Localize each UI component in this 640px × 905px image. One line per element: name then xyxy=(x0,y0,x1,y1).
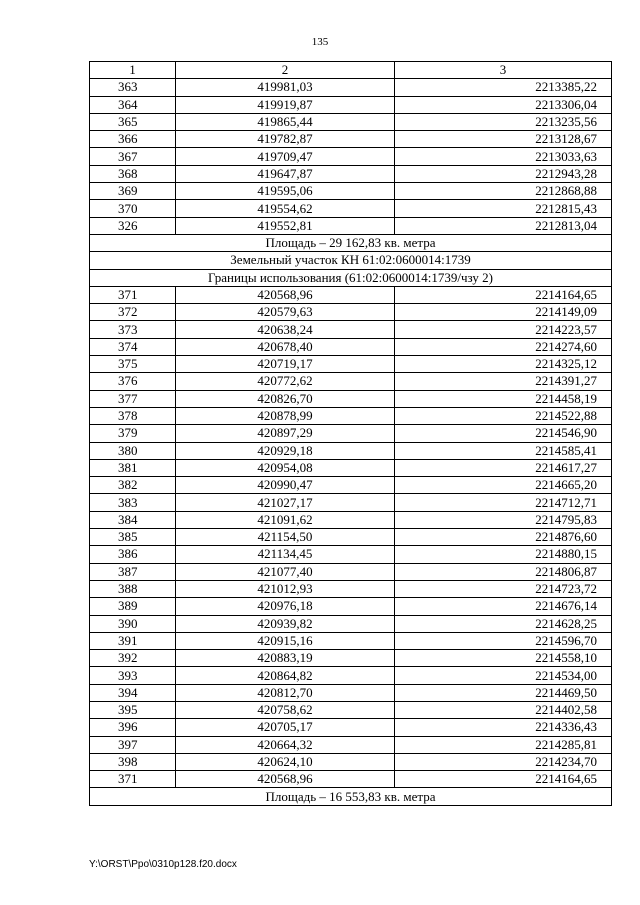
x-coordinate-cell: 421077,40 xyxy=(176,563,395,580)
x-coordinate-cell: 420826,70 xyxy=(176,390,395,407)
point-number-cell: 366 xyxy=(90,131,176,148)
y-coordinate-cell: 2214149,09 xyxy=(395,304,612,321)
x-coordinate-cell: 421027,17 xyxy=(176,494,395,511)
table-row xyxy=(90,459,612,476)
x-coordinate-cell: 419595,06 xyxy=(176,183,395,200)
area-summary: Площадь – 16 553,83 кв. метра xyxy=(90,788,612,805)
table-row xyxy=(90,477,612,494)
y-coordinate-cell: 2214164,65 xyxy=(395,771,612,788)
table-row xyxy=(90,356,612,373)
point-number-cell: 397 xyxy=(90,736,176,753)
table-row xyxy=(90,684,612,701)
table-row xyxy=(90,96,612,113)
point-number-cell: 388 xyxy=(90,580,176,597)
land-plot-title-row xyxy=(90,252,612,269)
point-number-cell: 391 xyxy=(90,632,176,649)
x-coordinate-cell: 419865,44 xyxy=(176,113,395,130)
y-coordinate-cell: 2212868,88 xyxy=(395,183,612,200)
y-coordinate-cell: 2213033,63 xyxy=(395,148,612,165)
table-row xyxy=(90,494,612,511)
x-coordinate-cell: 419647,87 xyxy=(176,165,395,182)
table-row xyxy=(90,373,612,390)
x-coordinate-cell: 420897,29 xyxy=(176,425,395,442)
x-coordinate-cell: 420705,17 xyxy=(176,719,395,736)
y-coordinate-cell: 2214522,88 xyxy=(395,407,612,424)
y-coordinate-cell: 2214164,65 xyxy=(395,286,612,303)
point-number-cell: 380 xyxy=(90,442,176,459)
y-coordinate-cell: 2214628,25 xyxy=(395,615,612,632)
point-number-cell: 385 xyxy=(90,529,176,546)
x-coordinate-cell: 420678,40 xyxy=(176,338,395,355)
point-number-cell: 384 xyxy=(90,511,176,528)
header-col-2: 2 xyxy=(176,62,395,79)
point-number-cell: 370 xyxy=(90,200,176,217)
y-coordinate-cell: 2214325,12 xyxy=(395,356,612,373)
y-coordinate-cell: 2214806,87 xyxy=(395,563,612,580)
y-coordinate-cell: 2213385,22 xyxy=(395,79,612,96)
point-number-cell: 363 xyxy=(90,79,176,96)
point-number-cell: 374 xyxy=(90,338,176,355)
y-coordinate-cell: 2214712,71 xyxy=(395,494,612,511)
x-coordinate-cell: 419709,47 xyxy=(176,148,395,165)
y-coordinate-cell: 2214795,83 xyxy=(395,511,612,528)
table-row xyxy=(90,338,612,355)
table-row xyxy=(90,563,612,580)
table-row xyxy=(90,667,612,684)
table-row xyxy=(90,719,612,736)
x-coordinate-cell: 421154,50 xyxy=(176,529,395,546)
x-coordinate-cell: 420664,32 xyxy=(176,736,395,753)
x-coordinate-cell: 420758,62 xyxy=(176,701,395,718)
y-coordinate-cell: 2214880,15 xyxy=(395,546,612,563)
x-coordinate-cell: 420638,24 xyxy=(176,321,395,338)
point-number-cell: 371 xyxy=(90,771,176,788)
table-row xyxy=(90,407,612,424)
y-coordinate-cell: 2213306,04 xyxy=(395,96,612,113)
table-row xyxy=(90,736,612,753)
point-number-cell: 371 xyxy=(90,286,176,303)
y-coordinate-cell: 2214665,20 xyxy=(395,477,612,494)
point-number-cell: 326 xyxy=(90,217,176,234)
table-row xyxy=(90,598,612,615)
point-number-cell: 387 xyxy=(90,563,176,580)
point-number-cell: 393 xyxy=(90,667,176,684)
point-number-cell: 375 xyxy=(90,356,176,373)
x-coordinate-cell: 420929,18 xyxy=(176,442,395,459)
y-coordinate-cell: 2214676,14 xyxy=(395,598,612,615)
y-coordinate-cell: 2214285,81 xyxy=(395,736,612,753)
boundary-title-row xyxy=(90,269,612,286)
table-row xyxy=(90,113,612,130)
x-coordinate-cell: 419981,03 xyxy=(176,79,395,96)
point-number-cell: 383 xyxy=(90,494,176,511)
y-coordinate-cell: 2214469,50 xyxy=(395,684,612,701)
x-coordinate-cell: 420864,82 xyxy=(176,667,395,684)
y-coordinate-cell: 2214458,19 xyxy=(395,390,612,407)
y-coordinate-cell: 2214223,57 xyxy=(395,321,612,338)
table-row xyxy=(90,321,612,338)
y-coordinate-cell: 2214546,90 xyxy=(395,425,612,442)
point-number-cell: 389 xyxy=(90,598,176,615)
header-col-1: 1 xyxy=(90,62,176,79)
point-number-cell: 373 xyxy=(90,321,176,338)
x-coordinate-cell: 421091,62 xyxy=(176,511,395,528)
table-row xyxy=(90,632,612,649)
point-number-cell: 369 xyxy=(90,183,176,200)
table-row xyxy=(90,529,612,546)
point-number-cell: 398 xyxy=(90,753,176,770)
table-row xyxy=(90,390,612,407)
coordinates-table-body xyxy=(90,62,612,806)
table-row xyxy=(90,442,612,459)
table-row xyxy=(90,200,612,217)
point-number-cell: 394 xyxy=(90,684,176,701)
point-number-cell: 377 xyxy=(90,390,176,407)
y-coordinate-cell: 2214723,72 xyxy=(395,580,612,597)
point-number-cell: 365 xyxy=(90,113,176,130)
table-row xyxy=(90,79,612,96)
table-row xyxy=(90,771,612,788)
y-coordinate-cell: 2214234,70 xyxy=(395,753,612,770)
point-number-cell: 395 xyxy=(90,701,176,718)
x-coordinate-cell: 419554,62 xyxy=(176,200,395,217)
page-number: 135 xyxy=(311,36,329,48)
x-coordinate-cell: 420939,82 xyxy=(176,615,395,632)
y-coordinate-cell: 2213128,67 xyxy=(395,131,612,148)
y-coordinate-cell: 2214402,58 xyxy=(395,701,612,718)
table-row xyxy=(90,425,612,442)
x-coordinate-cell: 420990,47 xyxy=(176,477,395,494)
area-summary: Площадь – 29 162,83 кв. метра xyxy=(90,234,612,251)
point-number-cell: 376 xyxy=(90,373,176,390)
table-row xyxy=(90,650,612,667)
y-coordinate-cell: 2213235,56 xyxy=(395,113,612,130)
y-coordinate-cell: 2214558,10 xyxy=(395,650,612,667)
table-row xyxy=(90,217,612,234)
table-row xyxy=(90,148,612,165)
x-coordinate-cell: 420954,08 xyxy=(176,459,395,476)
x-coordinate-cell: 421012,93 xyxy=(176,580,395,597)
y-coordinate-cell: 2214336,43 xyxy=(395,719,612,736)
x-coordinate-cell: 420883,19 xyxy=(176,650,395,667)
table-row xyxy=(90,511,612,528)
x-coordinate-cell: 420915,16 xyxy=(176,632,395,649)
coordinates-table xyxy=(89,61,612,806)
point-number-cell: 379 xyxy=(90,425,176,442)
x-coordinate-cell: 420719,17 xyxy=(176,356,395,373)
point-number-cell: 392 xyxy=(90,650,176,667)
table-row xyxy=(90,131,612,148)
table-row xyxy=(90,753,612,770)
table-row xyxy=(90,615,612,632)
table-row xyxy=(90,165,612,182)
point-number-cell: 372 xyxy=(90,304,176,321)
area-summary-row xyxy=(90,788,612,805)
land-plot-title: Земельный участок КН 61:02:0600014:1739 xyxy=(90,252,612,269)
boundary-title: Границы использования (61:02:0600014:1739/чзу 2) xyxy=(90,269,612,286)
point-number-cell: 390 xyxy=(90,615,176,632)
x-coordinate-cell: 420976,18 xyxy=(176,598,395,615)
point-number-cell: 382 xyxy=(90,477,176,494)
y-coordinate-cell: 2214534,00 xyxy=(395,667,612,684)
y-coordinate-cell: 2214391,27 xyxy=(395,373,612,390)
header-col-3: 3 xyxy=(395,62,612,79)
x-coordinate-cell: 420812,70 xyxy=(176,684,395,701)
y-coordinate-cell: 2214585,41 xyxy=(395,442,612,459)
x-coordinate-cell: 419782,87 xyxy=(176,131,395,148)
x-coordinate-cell: 420624,10 xyxy=(176,753,395,770)
point-number-cell: 396 xyxy=(90,719,176,736)
x-coordinate-cell: 421134,45 xyxy=(176,546,395,563)
y-coordinate-cell: 2214596,70 xyxy=(395,632,612,649)
y-coordinate-cell: 2212813,04 xyxy=(395,217,612,234)
area-summary-row xyxy=(90,234,612,251)
x-coordinate-cell: 420568,96 xyxy=(176,286,395,303)
y-coordinate-cell: 2214876,60 xyxy=(395,529,612,546)
point-number-cell: 367 xyxy=(90,148,176,165)
point-number-cell: 381 xyxy=(90,459,176,476)
y-coordinate-cell: 2212943,28 xyxy=(395,165,612,182)
table-row xyxy=(90,183,612,200)
file-path-footer: Y:\ORST\Ppo\0310p128.f20.docx xyxy=(89,859,237,870)
point-number-cell: 364 xyxy=(90,96,176,113)
table-row xyxy=(90,546,612,563)
table-row xyxy=(90,701,612,718)
table-row xyxy=(90,304,612,321)
y-coordinate-cell: 2214274,60 xyxy=(395,338,612,355)
table-row xyxy=(90,580,612,597)
point-number-cell: 378 xyxy=(90,407,176,424)
x-coordinate-cell: 420579,63 xyxy=(176,304,395,321)
table-header-row xyxy=(90,62,612,79)
x-coordinate-cell: 419552,81 xyxy=(176,217,395,234)
point-number-cell: 368 xyxy=(90,165,176,182)
x-coordinate-cell: 420772,62 xyxy=(176,373,395,390)
x-coordinate-cell: 420878,99 xyxy=(176,407,395,424)
x-coordinate-cell: 419919,87 xyxy=(176,96,395,113)
y-coordinate-cell: 2212815,43 xyxy=(395,200,612,217)
x-coordinate-cell: 420568,96 xyxy=(176,771,395,788)
table-row xyxy=(90,286,612,303)
y-coordinate-cell: 2214617,27 xyxy=(395,459,612,476)
point-number-cell: 386 xyxy=(90,546,176,563)
